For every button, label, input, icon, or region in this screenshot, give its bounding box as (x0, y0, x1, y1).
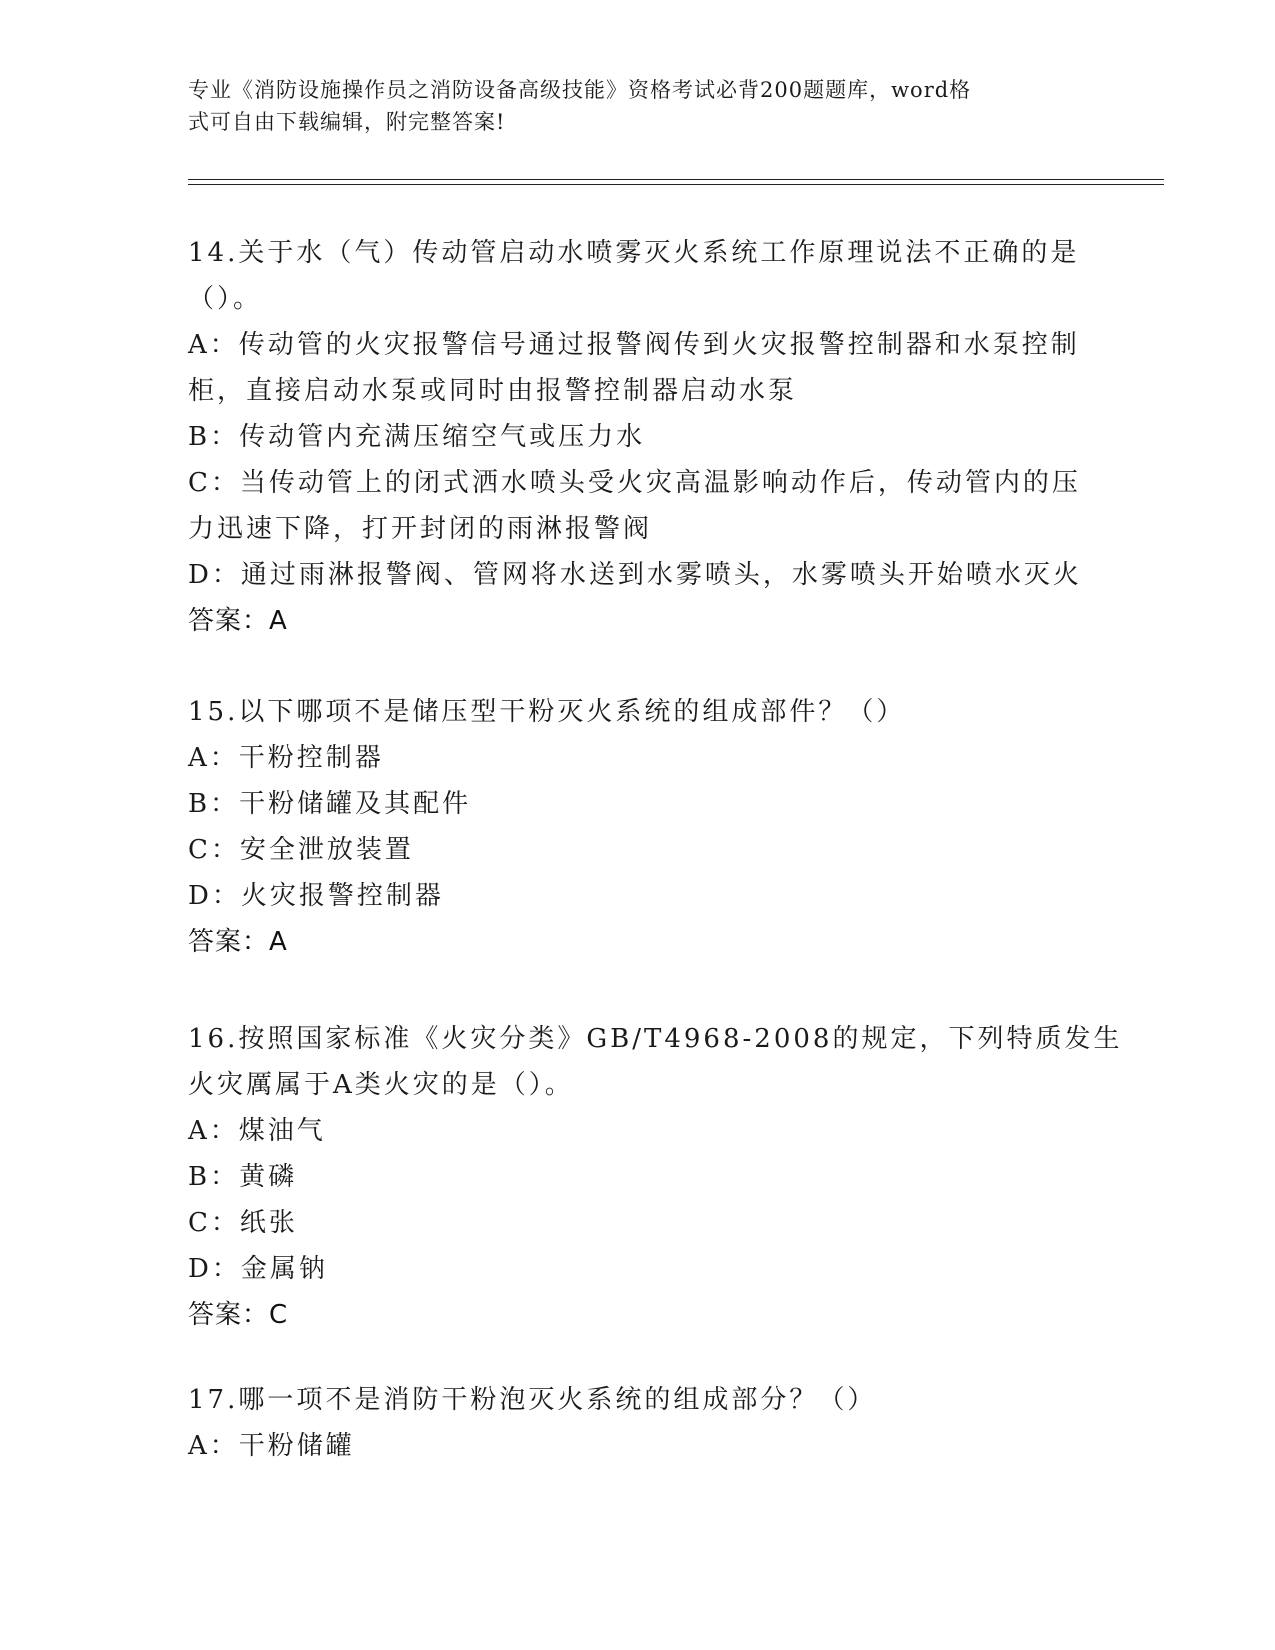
question-stem-line: 火灾厲属于A类火灾的是（）。 (188, 1070, 574, 1100)
option-b: B：黄磷 (188, 1162, 298, 1192)
header-line-1: 专业《消防设施操作员之消防设备高级技能》资格考试必背200题题库，word格 (188, 78, 972, 102)
answer-text: 答案：C (188, 1300, 289, 1330)
question-stem-line: 16.按照国家标准《火灾分类》GB/T4968-2008的规定，下列特质发生 (188, 1024, 1123, 1054)
question-15 (188, 689, 1088, 965)
option-b: B：传动管内充满压缩空气或压力水 (188, 422, 646, 452)
option-d: D：火灾报警控制器 (188, 881, 444, 911)
document-header (188, 74, 1088, 138)
question-16 (188, 1016, 1123, 1338)
option-a: A：干粉储罐 (188, 1431, 355, 1461)
answer-text: 答案：A (188, 606, 288, 636)
question-stem-line: 14.关于水（气）传动管启动水喷雾灭火系统工作原理说法不正确的是 (188, 238, 1080, 268)
header-line-2: 式可自由下载编辑，附完整答案! (188, 110, 506, 134)
question-stem-line: 17.哪一项不是消防干粉泡灭火系统的组成部分？（） (188, 1385, 877, 1415)
option-c: C：纸张 (188, 1208, 298, 1238)
option-a: A：干粉控制器 (188, 743, 384, 773)
header-divider-top (188, 179, 1164, 180)
option-d: D：通过雨淋报警阀、管网将水送到水雾喷头，水雾喷头开始喷水灭火 (188, 560, 1082, 590)
option-a-line: 柜，直接启动水泵或同时由报警控制器启动水泵 (188, 376, 798, 406)
question-stem-line: 15.以下哪项不是储压型干粉灭火系统的组成部件？（） (188, 697, 906, 727)
option-a-line: A：传动管的火灾报警信号通过报警阀传到火灾报警控制器和水泵控制 (188, 330, 1080, 360)
option-d: D：金属钠 (188, 1254, 328, 1284)
option-a: A：煤油气 (188, 1116, 326, 1146)
option-c-line: C：当传动管上的闭式洒水喷头受火灾高温影响动作后，传动管内的压 (188, 468, 1081, 498)
question-stem-line: （）。 (188, 284, 263, 314)
answer-text: 答案：A (188, 927, 288, 957)
header-divider-bottom (188, 184, 1164, 185)
question-17 (188, 1377, 1088, 1469)
option-c: C：安全泄放装置 (188, 835, 414, 865)
option-b: B：干粉储罐及其配件 (188, 789, 472, 819)
question-14 (188, 230, 1088, 644)
option-c-line: 力迅速下降，打开封闭的雨淋报警阀 (188, 514, 653, 544)
